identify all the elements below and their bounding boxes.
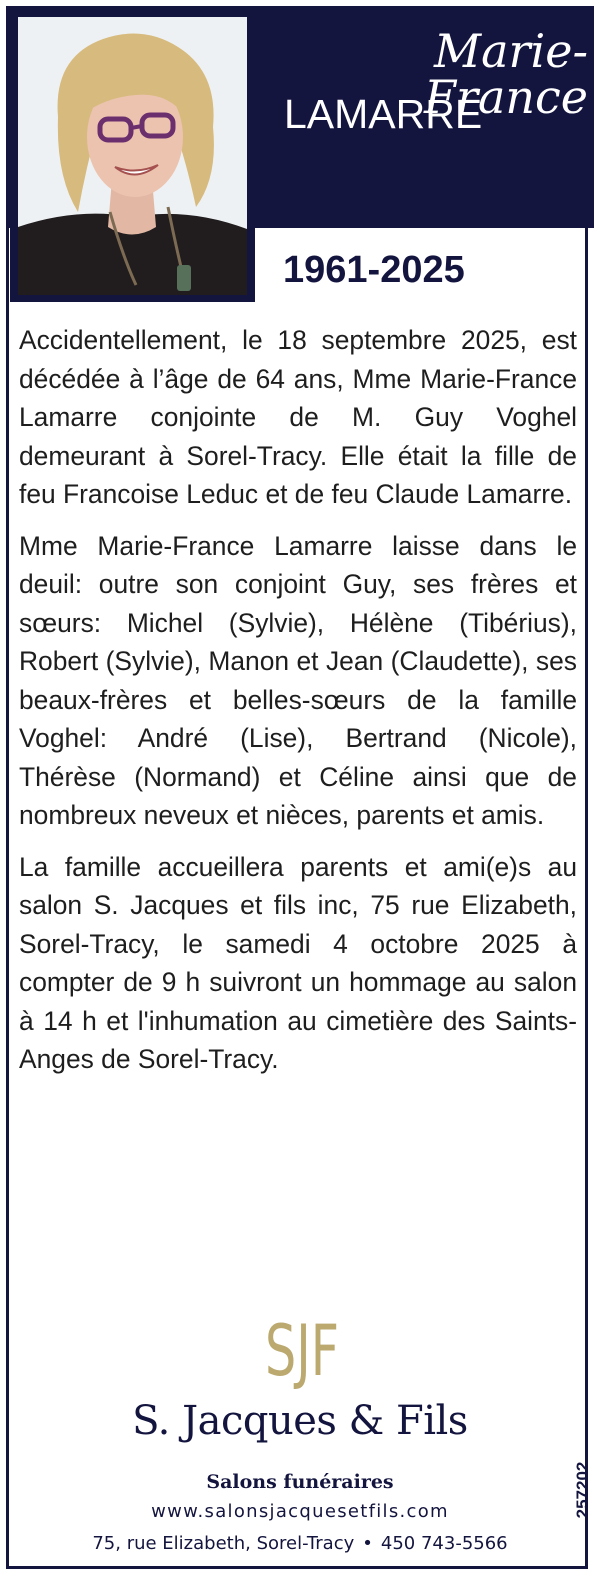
portrait-photo-icon: [18, 17, 247, 295]
deceased-last-name: LAMARRE: [284, 91, 483, 137]
obituary-text: [19, 321, 577, 1092]
funeral-home-website[interactable]: www.salonsjacquesetfils.com: [151, 1501, 449, 1522]
obituary-paragraph-1: Accidentellement, le 18 septembre 2025, est décédée à l’âge de 64 ans, Mme Marie-France Lamarre conjointe de M. Guy Voghel demeurant à Sorel-Tracy. Elle était la fille de feu Francoise Leduc et de feu Claude Lamarre.: [19, 325, 577, 509]
logo-monogram: SJF: [265, 1310, 339, 1392]
portrait-photo: [10, 12, 255, 302]
obituary-paragraph-3: La famille accueillera parents et ami(e)s au salon S. Jacques et fils inc, 75 rue Elizabeth, Sorel-Tracy, le samedi 4 octobre 2025 à compter de 9 h suivront un hommage au salon à 14 h et l'inhumation au cimetière des Saints-Anges de Sorel-Tracy.: [19, 851, 577, 1074]
funeral-home-tagline: Salons funéraires: [206, 1471, 394, 1493]
life-years: 1961-2025: [283, 249, 465, 291]
funeral-home-contact: [0, 1535, 600, 1553]
contact-separator: •: [362, 1533, 373, 1554]
funeral-home-name: S. Jacques & Fils: [132, 1398, 468, 1444]
obituary-paragraph-2: Mme Marie-France Lamarre laisse dans le deuil: outre son conjoint Guy, ses frères et sœurs: Michel (Sylvie), Hélène (Tibérius), Robert (Sylvie), Manon et Jean (Claudette), ses beaux-frères et belles-sœurs de la famille Voghel: André (Lise), Bertrand (Nicole), Thérèse (Normand) et Céline ainsi que de nombreux neveux et nièces, parents et amis.: [19, 530, 577, 830]
sjf-monogram-logo-icon: [262, 1285, 342, 1390]
deceased-first-name: Marie-France: [424, 24, 588, 124]
funeral-home-address: 75, rue Elizabeth, Sorel-Tracy: [92, 1533, 355, 1554]
ad-reference-number: 257202: [573, 1461, 592, 1519]
funeral-home-phone[interactable]: 450 743-5566: [380, 1533, 508, 1554]
